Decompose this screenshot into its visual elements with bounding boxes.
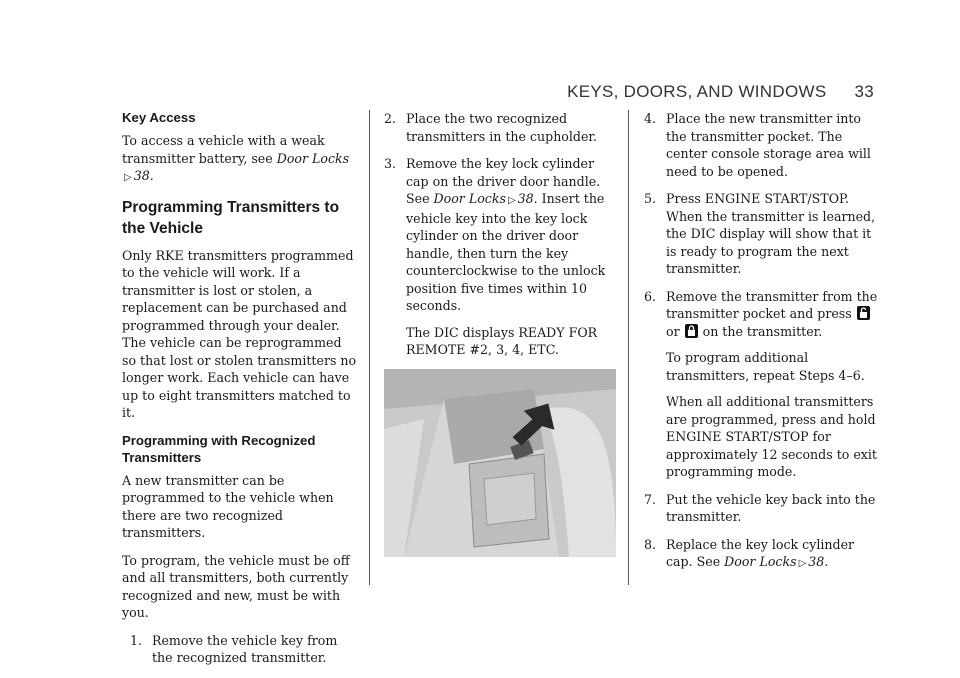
text: . [149, 168, 154, 183]
step-text: Remove the transmitter from the transmitter pocket and press [666, 288, 878, 321]
step-note: The DIC displays READY FOR REMOTE #2, 3, 4, ETC. [406, 324, 598, 357]
step-item [384, 155, 620, 359]
step-text: on the transmitter. [698, 323, 823, 339]
step-text: Remove the vehicle key from the recognized transmitter. [152, 632, 338, 665]
steps-list [384, 110, 620, 359]
steps-list [122, 632, 358, 667]
column-right [644, 110, 880, 583]
step-text: . [824, 554, 829, 569]
paragraph-to-program: To program, the vehicle must be off and all transmitters, both currently recognized and new, must be with you. [122, 552, 350, 620]
step-number: 3. [384, 156, 397, 171]
text: To access a vehicle with a weak transmitter battery, see [122, 133, 325, 166]
step-item [644, 110, 880, 180]
step-number: 4. [644, 111, 657, 126]
cross-reference-page[interactable]: 38 [808, 554, 825, 569]
step-item [644, 190, 880, 278]
step-item [130, 632, 358, 667]
step-item [644, 491, 880, 526]
column-divider [628, 110, 629, 585]
section-title: KEYS, DOORS, AND WINDOWS [567, 82, 827, 101]
steps-list [644, 110, 880, 573]
cross-reference-page[interactable]: 38 [517, 191, 534, 206]
heading-programming-transmitters: Programming Transmitters to the Vehicle [122, 198, 340, 237]
step-item [644, 288, 880, 481]
cross-reference-page[interactable]: 38 [133, 168, 150, 183]
step-text: Place the new transmitter into the transmitter pocket. The center console storage area will need to be opened. [666, 111, 871, 179]
step-text: Replace the key lock cylinder cap. See [666, 536, 855, 569]
step-text: or [666, 323, 684, 339]
column-left [122, 110, 358, 677]
paragraph-key-access [122, 132, 358, 187]
column-divider [369, 110, 370, 585]
running-header [567, 82, 874, 102]
heading-key-access: Key Access [122, 110, 196, 125]
paragraph-new-transmitter: A new transmitter can be programmed to the vehicle when there are two recognized transmitters. [122, 472, 334, 540]
page-reference-arrow-icon: ▷ [798, 558, 807, 569]
page-reference-arrow-icon: ▷ [124, 172, 132, 183]
step-text: Place the two recognized transmitters in the cupholder. [406, 111, 598, 144]
step-text: Press ENGINE START/STOP. When the transmitter is learned, the DIC display will show that it is ready to program the next transmitter. [666, 191, 876, 276]
lock-padlock-icon [685, 324, 698, 338]
cross-reference-link[interactable]: Door Locks [433, 191, 506, 206]
step-item [644, 536, 880, 573]
step-number: 8. [644, 536, 657, 552]
unlock-padlock-icon [857, 306, 870, 320]
step-text: . Insert the vehicle key into the key lock cylinder on the driver door handle, then turn the key counterclockwise to the unlock position five times within 10 seconds. [406, 191, 606, 313]
step-item [384, 110, 620, 145]
step-number: 1. [130, 632, 143, 648]
step-text: Put the vehicle key back into the transmitter. [666, 491, 876, 524]
step-note: To program additional transmitters, repeat Steps 4–6. [666, 350, 865, 383]
step-number: 5. [644, 191, 657, 206]
cross-reference-link[interactable]: Door Locks [276, 150, 350, 166]
step-number: 7. [644, 491, 657, 507]
step-note: When all additional transmitters are programmed, press and hold ENGINE START/STOP for approximately 12 seconds to exit programming mode. [666, 394, 877, 479]
step-text: Remove the key lock cylinder cap on the driver door handle. See [406, 156, 601, 206]
console-transmitter-pocket-photo [384, 369, 616, 557]
column-middle [384, 110, 620, 557]
step-number: 2. [384, 111, 397, 126]
page-number: 33 [854, 82, 874, 101]
cross-reference-link[interactable]: Door Locks [724, 554, 797, 569]
page-reference-arrow-icon: ▷ [507, 195, 516, 206]
heading-recognized-transmitters: Programming with Recognized Transmitters [122, 432, 316, 465]
step-number: 6. [644, 288, 657, 304]
paragraph-rke: Only RKE transmitters programmed to the vehicle will work. If a transmitter is lost or stolen, a replacement can be purchased and programmed through your dealer. The vehicle can be reprogrammed so that lost or stolen transmitters no longer work. Each vehicle can have up to eight transmitters matched to it. [122, 247, 357, 420]
